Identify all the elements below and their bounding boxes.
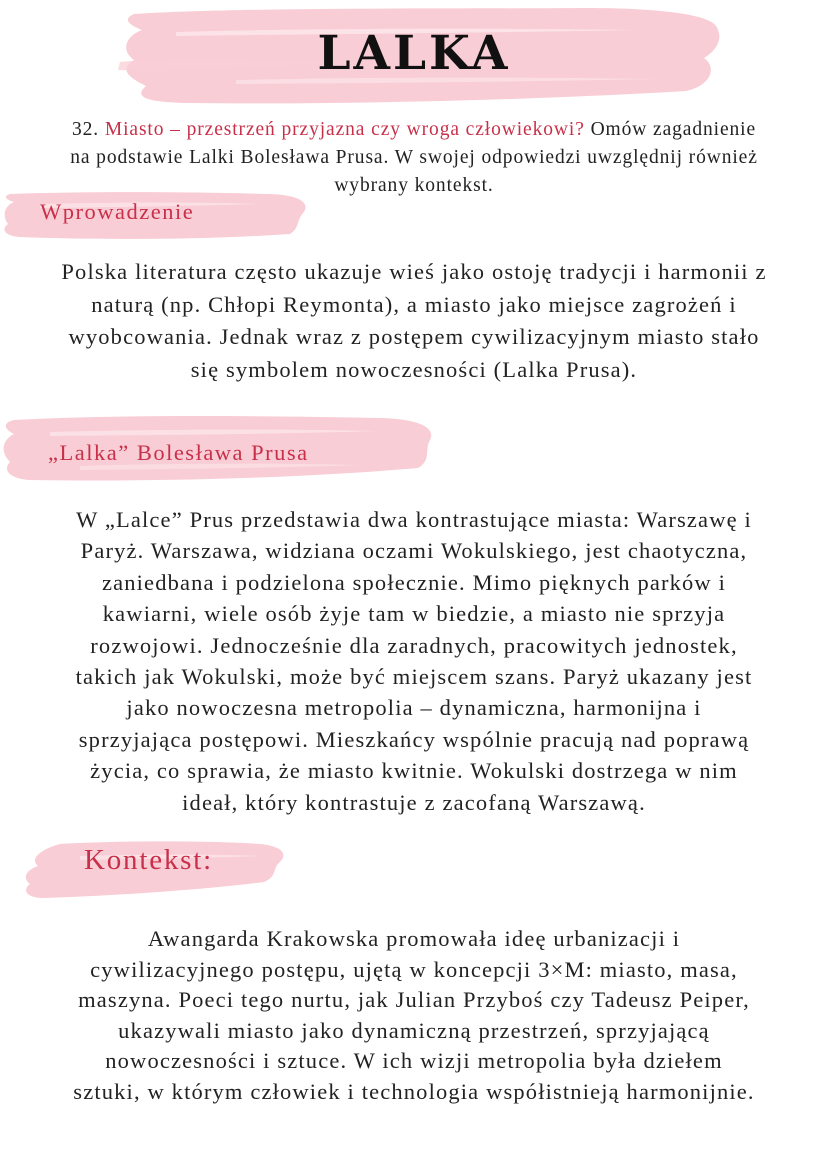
question-number: 32.: [71, 119, 100, 140]
section-heading-intro: Wprowadzenie: [40, 199, 195, 224]
section-lalka-text: [0, 504, 828, 818]
text-line: nowoczesności i sztuce. W ich wizji metropolia była dziełem: [105, 1048, 723, 1073]
question-prompt: [4, 116, 824, 200]
text-line: kawiarni, wiele osób żyje tam w biedzie, a miasto nie sprzyja: [102, 601, 726, 627]
text-line: rozwojowi. Jednocześnie dla zaradnych, pracowitych jednostek,: [90, 632, 738, 658]
question-text-line1: Omów zagadnienie: [590, 119, 757, 140]
text-line: Awangarda Krakowska promowała ideę urbanizacji i: [147, 926, 681, 951]
question-highlight: Miasto – przestrzeń przyjazna czy wroga człowiekowi?: [104, 119, 585, 140]
text-line: Paryż. Warszawa, widziana oczami Wokulskiego, jest chaotyczna,: [80, 538, 748, 564]
section-intro-text: [0, 256, 828, 386]
section-heading-lalka: „Lalka” Bolesława Prusa: [48, 440, 309, 465]
question-text-line2: na podstawie Lalki Bolesława Prusa. W swojej odpowiedzi uwzględnij również: [70, 147, 758, 168]
text-line: zaniedbana i podzielona społecznie. Mimo pięknych parków i: [101, 569, 726, 595]
page-title: LALKA: [317, 26, 511, 81]
text-line: W „Lalce” Prus przedstawia dwa kontrastujące miasta: Warszawę i: [76, 507, 752, 532]
question-text-line3: wybrany kontekst.: [334, 175, 494, 196]
text-line: wyobcowania. Jednak wraz z postępem cywilizacyjnym miasto stało: [68, 324, 760, 349]
text-line: ukazywali miasto jako dynamiczną przestrzeń, sprzyjającą: [118, 1017, 710, 1043]
text-line: naturą (np. Chłopi Reymonta), a miasto jako miejsce zagrożeń i: [91, 291, 737, 317]
text-line: cywilizacyjnego postępu, ujętą w koncepcji 3×M: miasto, masa,: [90, 956, 738, 982]
text-line: życia, co sprawia, że miasto kwitnie. Wokulski dostrzega w nim: [90, 758, 738, 784]
text-line: sztuki, w którym człowiek i technologia współistnieją harmonijnie.: [73, 1078, 755, 1104]
section-context-text: [0, 924, 828, 1107]
text-line: jako nowoczesna metropolia – dynamiczna, harmonijna i: [126, 695, 702, 721]
text-line: ideał, który kontrastuje z zacofaną Warszawą.: [182, 789, 646, 815]
section-heading-context: Kontekst:: [84, 844, 213, 876]
text-line: się symbolem nowoczesności (Lalka Prusa).: [190, 356, 638, 382]
text-line: sprzyjająca postępowi. Mieszkańcy wspólnie pracują nad poprawą: [78, 726, 750, 752]
text-line: Polska literatura często ukazuje wieś jako ostoję tradycji i harmonii z: [61, 259, 767, 284]
text-line: maszyna. Poeci tego nurtu, jak Julian Przyboś czy Tadeusz Peiper,: [78, 987, 750, 1012]
text-line: takich jak Wokulski, może być miejscem szans. Paryż ukazany jest: [75, 664, 753, 690]
